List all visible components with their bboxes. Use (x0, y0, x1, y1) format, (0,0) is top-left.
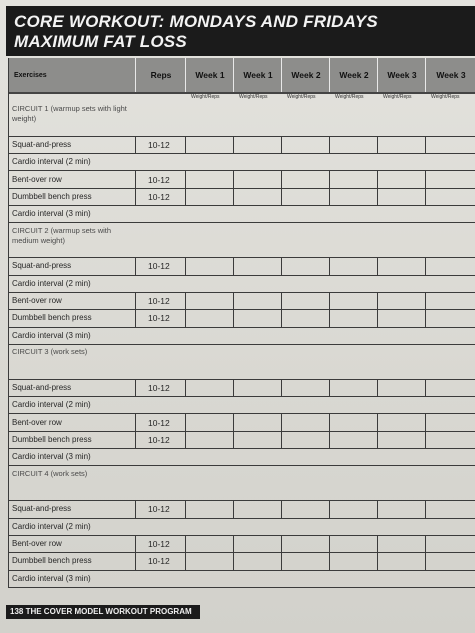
weight-reps-entry-cell[interactable] (425, 553, 475, 570)
weight-reps-entry-cell[interactable] (233, 414, 281, 431)
weight-reps-entry-cell[interactable] (329, 137, 377, 154)
row-reps: 10-12 (148, 191, 170, 202)
cell-divider (135, 171, 136, 187)
cell-divider (135, 310, 136, 326)
weight-reps-entry-cell[interactable] (425, 189, 475, 206)
header-week-col-4: Week 2 (329, 58, 378, 92)
weight-reps-entry-cell[interactable] (233, 171, 281, 188)
weight-reps-entry-cell[interactable] (185, 553, 233, 570)
weight-reps-entry-cell[interactable] (329, 258, 377, 275)
weight-reps-entry-cell[interactable] (281, 310, 329, 327)
exercise-row (8, 536, 475, 553)
title-line-1: CORE WORKOUT: MONDAYS AND FRIDAYS (14, 12, 378, 31)
row-reps: 10-12 (148, 504, 170, 515)
weight-reps-entry-cell[interactable] (425, 310, 475, 327)
weight-reps-entry-cell[interactable] (425, 137, 475, 154)
weight-reps-entry-cell[interactable] (185, 310, 233, 327)
row-label: Bent-over row (12, 417, 62, 427)
weight-reps-entry-cell[interactable] (329, 293, 377, 310)
weight-reps-entry-cell[interactable] (281, 189, 329, 206)
cardio-row (8, 328, 475, 345)
weight-reps-entry-cell[interactable] (185, 171, 233, 188)
weight-reps-entry-cell[interactable] (185, 501, 233, 518)
weight-reps-entry-cell[interactable] (329, 414, 377, 431)
weight-reps-entry-cell[interactable] (425, 258, 475, 275)
weight-reps-entry-cell[interactable] (377, 380, 425, 397)
weight-reps-entry-cell[interactable] (233, 293, 281, 310)
row-reps: 10-12 (148, 556, 170, 567)
title-line-2: MAXIMUM FAT LOSS (14, 32, 187, 51)
sub-label-col-5: Weight/Reps (383, 94, 412, 100)
row-label: Cardio interval (2 min) (12, 521, 91, 531)
title-banner (6, 6, 475, 56)
weight-reps-entry-cell[interactable] (377, 414, 425, 431)
cell-divider (135, 501, 136, 517)
row-reps: 10-12 (148, 174, 170, 185)
row-label: Bent-over row (12, 174, 62, 184)
weight-reps-entry-cell[interactable] (329, 501, 377, 518)
weight-reps-entry-cell[interactable] (233, 310, 281, 327)
row-label: Squat-and-press (12, 261, 72, 271)
row-label: Squat-and-press (12, 139, 72, 149)
header-week-col-5: Week 3 (377, 58, 426, 92)
weight-reps-entry-cell[interactable] (281, 536, 329, 553)
sub-label-col-3: Weight/Reps (287, 94, 316, 100)
row-reps: 10-12 (148, 382, 170, 393)
exercise-row (8, 293, 475, 310)
row-reps: 10-12 (148, 313, 170, 324)
weight-reps-entry-cell[interactable] (377, 553, 425, 570)
row-label: Cardio interval (3 min) (12, 573, 91, 583)
table-header (8, 58, 475, 94)
row-reps: 10-12 (148, 434, 170, 445)
exercise-row (8, 501, 475, 518)
row-label: Dumbbell bench press (12, 313, 92, 323)
cell-divider (135, 293, 136, 309)
header-week-col-1: Week 1 (185, 58, 234, 92)
sub-label-col-1: Weight/Reps (191, 94, 220, 100)
cell-divider (135, 137, 136, 153)
cardio-row (8, 519, 475, 536)
weight-reps-entry-cell[interactable] (233, 553, 281, 570)
header-week-col-3: Week 2 (281, 58, 330, 92)
weight-reps-entry-cell[interactable] (425, 414, 475, 431)
header-week-col-2: Week 1 (233, 58, 282, 92)
weight-reps-entry-cell[interactable] (425, 501, 475, 518)
cell-divider (135, 380, 136, 396)
exercise-row (8, 137, 475, 154)
row-label: CIRCUIT 1 (warmup sets with light weight) (12, 104, 127, 123)
weight-reps-entry-cell[interactable] (233, 501, 281, 518)
row-reps: 10-12 (148, 296, 170, 307)
row-label: CIRCUIT 3 (work sets) (12, 347, 88, 356)
row-reps: 10-12 (148, 417, 170, 428)
header-week-col-6: Week 3 (425, 58, 475, 92)
weight-reps-entry-cell[interactable] (329, 171, 377, 188)
exercise-row (8, 258, 475, 275)
circuit-header-row (8, 224, 475, 259)
row-label: Cardio interval (2 min) (12, 400, 91, 410)
cardio-row (8, 206, 475, 223)
header-exercises: Exercises (14, 71, 47, 79)
weight-reps-entry-cell[interactable] (233, 189, 281, 206)
row-label: Squat-and-press (12, 382, 72, 392)
cardio-row (8, 571, 475, 588)
weight-reps-entry-cell[interactable] (329, 380, 377, 397)
row-label: Bent-over row (12, 296, 62, 306)
row-label: CIRCUIT 2 (warmup sets with medium weight) (12, 225, 112, 245)
weight-reps-entry-cell[interactable] (425, 171, 475, 188)
row-label: Cardio interval (2 min) (12, 278, 91, 288)
weight-reps-entry-cell[interactable] (185, 432, 233, 449)
weight-reps-entry-cell[interactable] (425, 380, 475, 397)
weight-reps-entry-cell[interactable] (281, 414, 329, 431)
row-label: Cardio interval (3 min) (12, 209, 91, 219)
row-label: Cardio interval (3 min) (12, 452, 91, 462)
weight-reps-entry-cell[interactable] (233, 536, 281, 553)
weight-reps-entry-cell[interactable] (185, 189, 233, 206)
cardio-row (8, 276, 475, 293)
weight-reps-entry-cell[interactable] (185, 536, 233, 553)
weight-reps-entry-cell[interactable] (377, 258, 425, 275)
exercise-row (8, 432, 475, 449)
sub-label-col-2: Weight/Reps (239, 94, 268, 100)
weight-reps-entry-cell[interactable] (377, 536, 425, 553)
weight-reps-entry-cell[interactable] (377, 189, 425, 206)
weight-reps-entry-cell[interactable] (185, 293, 233, 310)
weight-reps-entry-cell[interactable] (281, 171, 329, 188)
cardio-row (8, 397, 475, 414)
row-label: Dumbbell bench press (12, 191, 92, 201)
weight-reps-entry-cell[interactable] (377, 310, 425, 327)
weight-reps-entry-cell[interactable] (377, 432, 425, 449)
weight-reps-entry-cell[interactable] (329, 189, 377, 206)
exercise-row (8, 171, 475, 188)
cell-divider (135, 189, 136, 205)
weight-reps-entry-cell[interactable] (377, 171, 425, 188)
row-label: Squat-and-press (12, 504, 72, 514)
row-reps: 10-12 (148, 139, 170, 150)
cardio-row (8, 449, 475, 466)
weight-reps-entry-cell[interactable] (281, 553, 329, 570)
weight-reps-entry-cell[interactable] (233, 137, 281, 154)
sub-label-col-6: Weight/Reps (431, 94, 460, 100)
weight-reps-entry-cell[interactable] (329, 310, 377, 327)
weight-reps-entry-cell[interactable] (233, 258, 281, 275)
page-footer: 138 THE COVER MODEL WORKOUT PROGRAM (6, 605, 200, 619)
exercise-row (8, 310, 475, 327)
weight-reps-entry-cell[interactable] (377, 137, 425, 154)
row-label: Bent-over row (12, 539, 62, 549)
weight-reps-entry-cell[interactable] (233, 432, 281, 449)
row-label: Dumbbell bench press (12, 434, 92, 444)
row-label: Cardio interval (2 min) (12, 157, 91, 167)
weight-reps-entry-cell[interactable] (377, 501, 425, 518)
weight-reps-entry-cell[interactable] (233, 380, 281, 397)
row-label: CIRCUIT 4 (work sets) (12, 468, 88, 478)
weight-reps-entry-cell[interactable] (329, 432, 377, 449)
row-label: Cardio interval (3 min) (12, 330, 91, 340)
row-label: Dumbbell bench press (12, 556, 92, 566)
weight-reps-entry-cell[interactable] (281, 293, 329, 310)
cardio-row (8, 154, 475, 171)
cell-divider (135, 414, 136, 430)
weight-reps-entry-cell[interactable] (377, 293, 425, 310)
cell-divider (135, 432, 136, 448)
exercise-row (8, 553, 475, 570)
exercise-row (8, 380, 475, 397)
weight-reps-entry-cell[interactable] (281, 380, 329, 397)
weight-reps-entry-cell[interactable] (425, 432, 475, 449)
weight-reps-entry-cell[interactable] (185, 414, 233, 431)
circuit-header-row (8, 102, 475, 137)
weight-reps-entry-cell[interactable] (185, 258, 233, 275)
weight-reps-entry-cell[interactable] (425, 536, 475, 553)
cell-divider (135, 536, 136, 552)
cell-divider (135, 258, 136, 274)
exercise-row (8, 189, 475, 206)
exercise-row (8, 414, 475, 431)
circuit-header-row (8, 467, 475, 502)
weight-reps-entry-cell[interactable] (185, 380, 233, 397)
weight-reps-entry-cell[interactable] (281, 501, 329, 518)
row-reps: 10-12 (148, 261, 170, 272)
weight-reps-entry-cell[interactable] (425, 293, 475, 310)
sub-label-col-4: Weight/Reps (335, 94, 364, 100)
circuit-header-row (8, 345, 475, 380)
weight-reps-entry-cell[interactable] (185, 137, 233, 154)
weight-reps-entry-cell[interactable] (281, 137, 329, 154)
weight-reps-entry-cell[interactable] (329, 553, 377, 570)
cell-divider (135, 553, 136, 569)
workout-table (8, 58, 475, 588)
weight-reps-entry-cell[interactable] (281, 432, 329, 449)
weight-reps-entry-cell[interactable] (329, 536, 377, 553)
row-reps: 10-12 (148, 539, 170, 550)
header-reps: Reps (135, 58, 186, 92)
weight-reps-entry-cell[interactable] (281, 258, 329, 275)
